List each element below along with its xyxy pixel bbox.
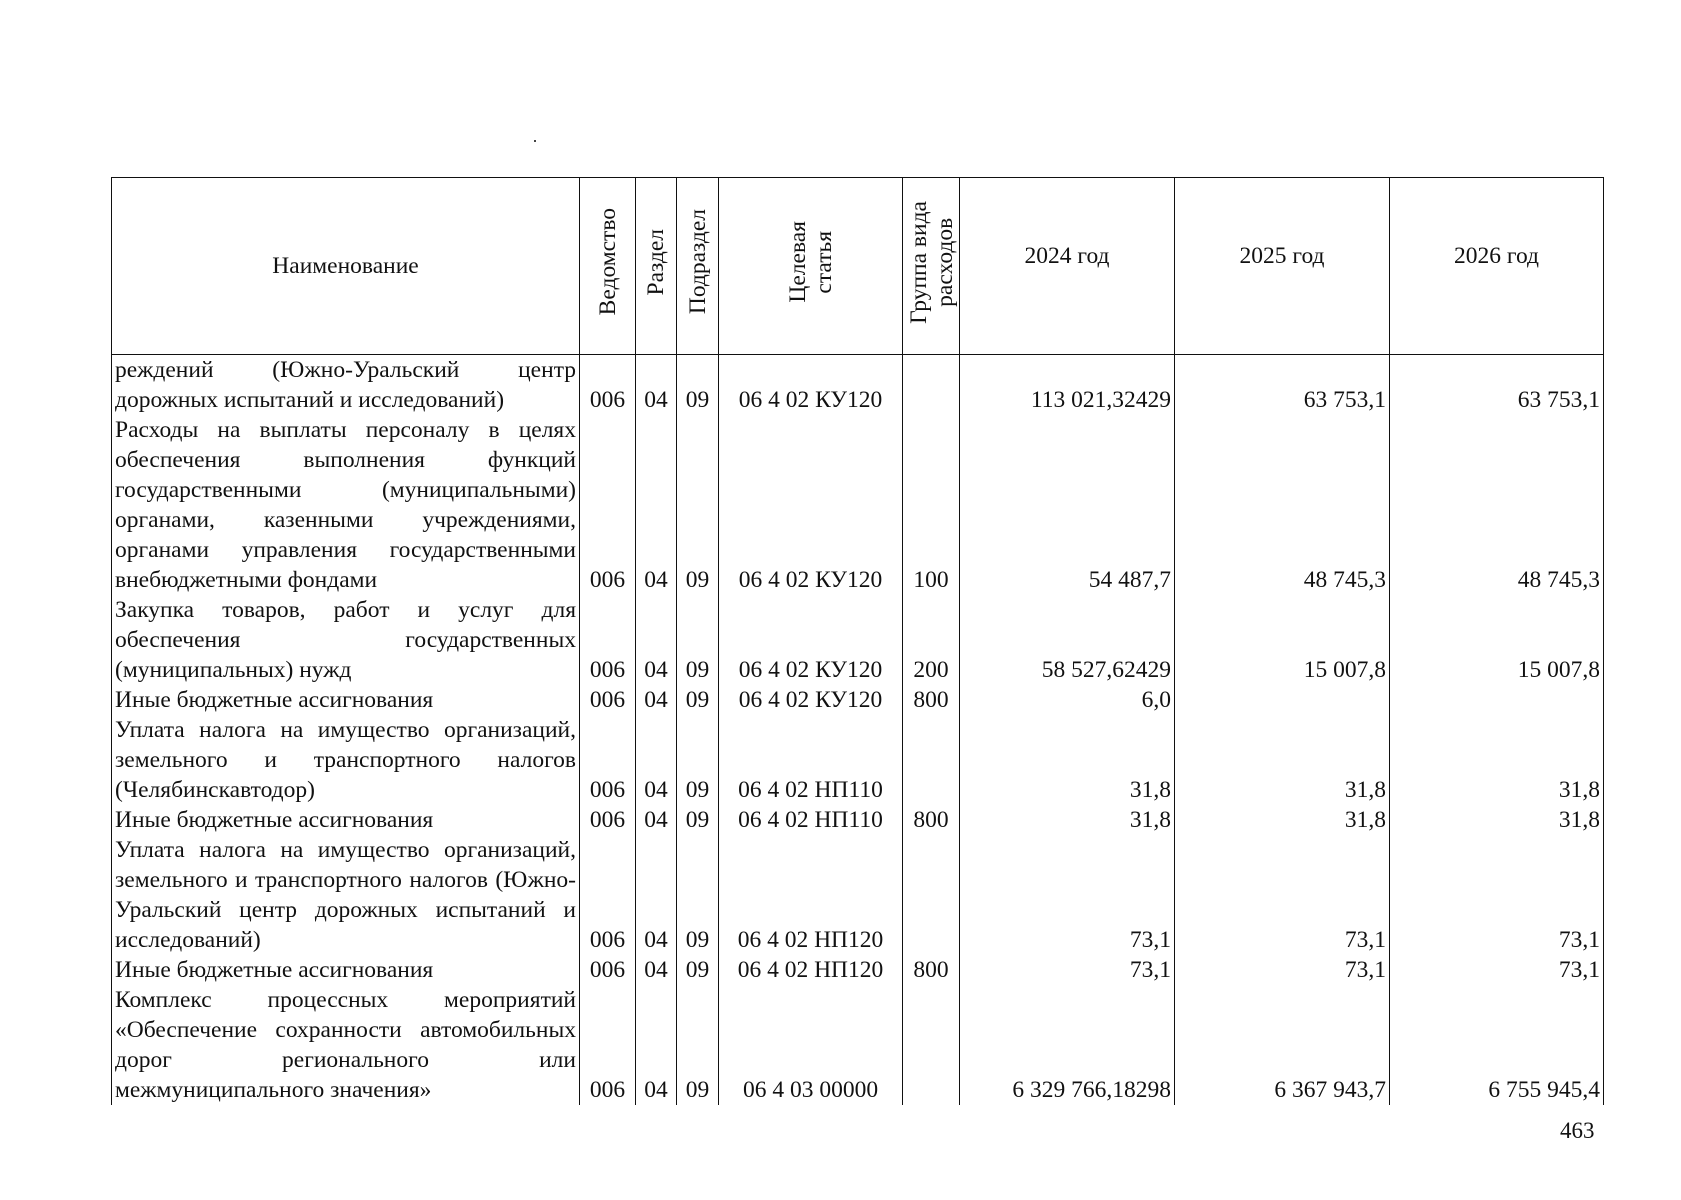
table-row	[112, 685, 1604, 715]
table-row	[112, 415, 1604, 595]
row-razdel: 04	[636, 805, 677, 835]
row-podrazdel: 09	[677, 835, 719, 955]
row-value-2024: 58 527,62429	[960, 595, 1175, 685]
row-vedomstvo: 006	[580, 955, 636, 985]
row-target-article: 06 4 02 КУ120	[719, 415, 903, 595]
row-value-2025: 6 367 943,7	[1175, 985, 1390, 1105]
row-value-2024: 73,1	[960, 955, 1175, 985]
row-vedomstvo: 006	[580, 805, 636, 835]
row-target-article: 06 4 02 НП120	[719, 955, 903, 985]
row-expense-group	[903, 355, 960, 416]
row-expense-group: 100	[903, 415, 960, 595]
row-value-2026: 73,1	[1390, 835, 1604, 955]
row-value-2025: 31,8	[1175, 715, 1390, 805]
row-expense-group	[903, 715, 960, 805]
header-expense-group: Группа вида расходов	[903, 178, 960, 355]
row-value-2024: 31,8	[960, 805, 1175, 835]
row-expense-group: 800	[903, 685, 960, 715]
row-name: Иные бюджетные ассигнования	[112, 685, 580, 715]
row-name: Иные бюджетные ассигнования	[112, 955, 580, 985]
row-vedomstvo: 006	[580, 355, 636, 416]
row-value-2026: 48 745,3	[1390, 415, 1604, 595]
table-header-row	[112, 178, 1604, 355]
row-razdel: 04	[636, 415, 677, 595]
row-value-2025: 15 007,8	[1175, 595, 1390, 685]
row-expense-group	[903, 835, 960, 955]
header-year-2024: 2024 год	[960, 178, 1175, 355]
row-value-2024: 6,0	[960, 685, 1175, 715]
header-target-article: Целевая статья	[719, 178, 903, 355]
row-name: Комплекс процессных мероприятий «Обеспечение сохранности автомобильных дорог регионального или межмуниципального значения»	[112, 985, 580, 1105]
row-value-2025	[1175, 685, 1390, 715]
row-value-2026: 73,1	[1390, 955, 1604, 985]
row-razdel: 04	[636, 355, 677, 416]
row-vedomstvo: 006	[580, 685, 636, 715]
row-expense-group: 800	[903, 805, 960, 835]
row-target-article: 06 4 02 КУ120	[719, 595, 903, 685]
row-podrazdel: 09	[677, 805, 719, 835]
table-row	[112, 595, 1604, 685]
row-value-2024: 113 021,32429	[960, 355, 1175, 416]
row-razdel: 04	[636, 595, 677, 685]
row-target-article: 06 4 03 00000	[719, 985, 903, 1105]
budget-table	[111, 177, 1604, 1105]
row-razdel: 04	[636, 685, 677, 715]
row-podrazdel: 09	[677, 415, 719, 595]
table-row	[112, 715, 1604, 805]
scan-speck	[534, 140, 536, 142]
row-value-2026: 31,8	[1390, 805, 1604, 835]
row-value-2026: 63 753,1	[1390, 355, 1604, 416]
row-vedomstvo: 006	[580, 835, 636, 955]
row-value-2024: 54 487,7	[960, 415, 1175, 595]
row-value-2025: 48 745,3	[1175, 415, 1390, 595]
header-podrazdel: Подраздел	[677, 178, 719, 355]
row-target-article: 06 4 02 КУ120	[719, 355, 903, 416]
row-name: Уплата налога на имущество организаций, земельного и транспортного налогов (Челябинскавтодор)	[112, 715, 580, 805]
row-value-2025: 31,8	[1175, 805, 1390, 835]
table-body	[112, 355, 1604, 1106]
row-podrazdel: 09	[677, 355, 719, 416]
row-razdel: 04	[636, 715, 677, 805]
row-vedomstvo: 006	[580, 595, 636, 685]
row-expense-group: 800	[903, 955, 960, 985]
row-target-article: 06 4 02 НП120	[719, 835, 903, 955]
row-value-2024: 6 329 766,18298	[960, 985, 1175, 1105]
page-number: 463	[1560, 1118, 1595, 1143]
row-razdel: 04	[636, 985, 677, 1105]
row-value-2026: 6 755 945,4	[1390, 985, 1604, 1105]
row-vedomstvo: 006	[580, 715, 636, 805]
row-value-2024: 73,1	[960, 835, 1175, 955]
row-value-2025: 73,1	[1175, 835, 1390, 955]
row-razdel: 04	[636, 955, 677, 985]
header-year-2026: 2026 год	[1390, 178, 1604, 355]
row-value-2024: 31,8	[960, 715, 1175, 805]
header-razdel: Раздел	[636, 178, 677, 355]
header-vedomstvo: Ведомство	[580, 178, 636, 355]
row-podrazdel: 09	[677, 985, 719, 1105]
row-podrazdel: 09	[677, 595, 719, 685]
row-expense-group: 200	[903, 595, 960, 685]
row-expense-group	[903, 985, 960, 1105]
row-name: Закупка товаров, работ и услуг для обеспечения государственных (муниципальных) нужд	[112, 595, 580, 685]
row-razdel: 04	[636, 835, 677, 955]
row-target-article: 06 4 02 НП110	[719, 805, 903, 835]
header-name: Наименование	[112, 178, 580, 355]
row-name: Иные бюджетные ассигнования	[112, 805, 580, 835]
header-year-2025: 2025 год	[1175, 178, 1390, 355]
row-value-2025: 63 753,1	[1175, 355, 1390, 416]
table-row	[112, 805, 1604, 835]
table-row	[112, 985, 1604, 1105]
row-target-article: 06 4 02 НП110	[719, 715, 903, 805]
table-row	[112, 355, 1604, 416]
row-vedomstvo: 006	[580, 415, 636, 595]
row-value-2025: 73,1	[1175, 955, 1390, 985]
row-target-article: 06 4 02 КУ120	[719, 685, 903, 715]
table-row	[112, 835, 1604, 955]
table-row	[112, 955, 1604, 985]
row-vedomstvo: 006	[580, 985, 636, 1105]
row-name: Расходы на выплаты персоналу в целях обеспечения выполнения функций государственными (муниципальными) органами, казенными учреждениями, органами управления государственными внебюджетными фондами	[112, 415, 580, 595]
row-podrazdel: 09	[677, 685, 719, 715]
row-value-2026: 15 007,8	[1390, 595, 1604, 685]
row-value-2026	[1390, 685, 1604, 715]
row-podrazdel: 09	[677, 955, 719, 985]
row-name: Уплата налога на имущество организаций, земельного и транспортного налогов (Южно-Уральский центр дорожных испытаний и исследований)	[112, 835, 580, 955]
row-name: реждений (Южно-Уральский центр дорожных испытаний и исследований)	[112, 355, 580, 416]
row-podrazdel: 09	[677, 715, 719, 805]
row-value-2026: 31,8	[1390, 715, 1604, 805]
